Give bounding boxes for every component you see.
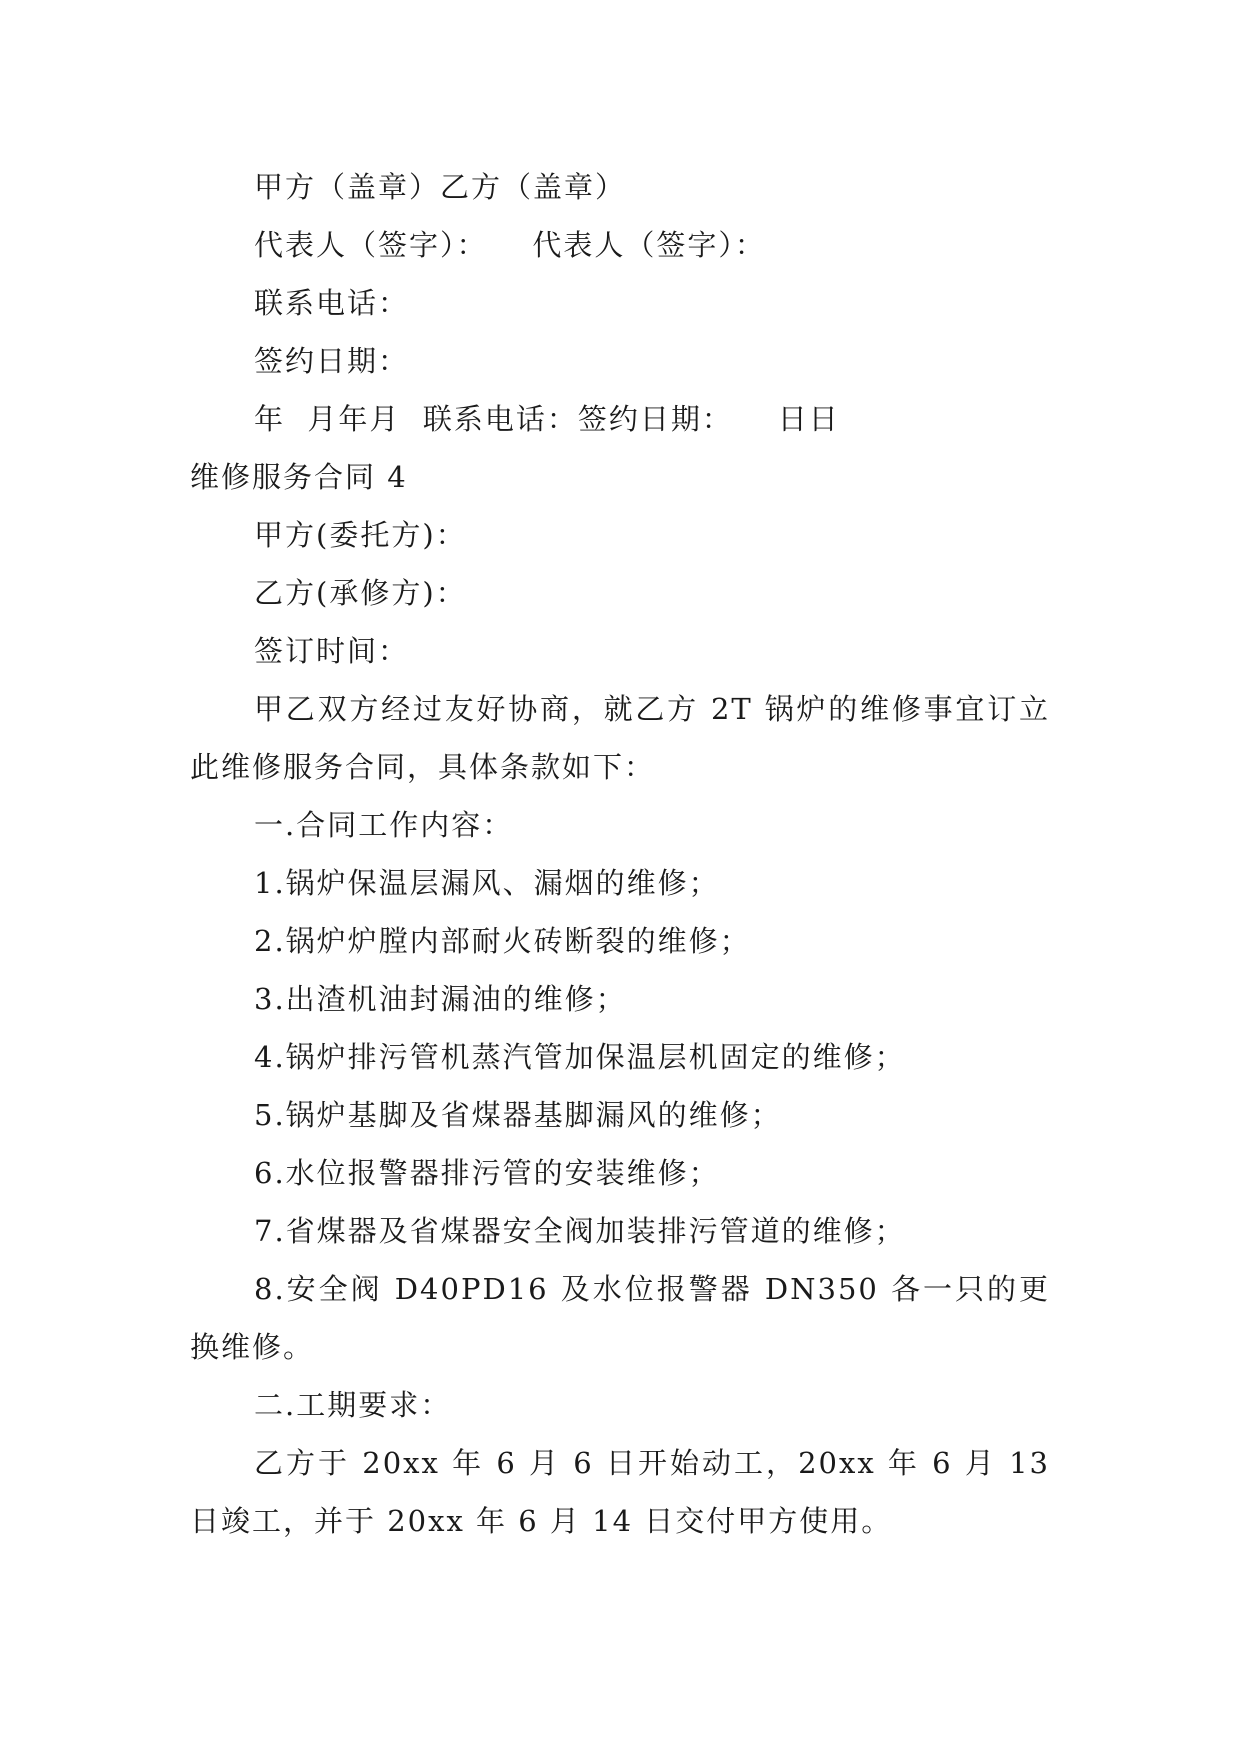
contract-title: 维修服务合同 4	[190, 460, 408, 494]
combined-date-line: 年 月年月 联系电话：签约日期： 日日	[254, 402, 840, 436]
list-item: 3.出渣机油封漏油的维修；	[254, 982, 627, 1016]
section1-heading: 一.合同工作内容：	[254, 808, 514, 842]
party-a-field: 甲方(委托方)：	[254, 518, 467, 552]
schedule-paragraph: 乙方于 20xx 年 6 月 6 日开始动工，20xx 年 6 月 13 日竣工，并于 20xx 年 6 月 14 日交付甲方使用。	[190, 1446, 1050, 1538]
list-item: 5.锅炉基脚及省煤器基脚漏风的维修；	[254, 1098, 782, 1132]
party-stamp-line: 甲方（盖章）乙方（盖章）	[254, 170, 627, 204]
list-item: 4.锅炉排污管机蒸汽管加保温层机固定的维修；	[254, 1040, 906, 1074]
sign-date-line: 签约日期：	[254, 344, 410, 378]
list-item: 2.锅炉炉膛内部耐火砖断裂的维修；	[254, 924, 751, 958]
section2-heading: 二.工期要求：	[254, 1388, 452, 1422]
party-b-field: 乙方(承修方)：	[254, 576, 467, 610]
sign-time-field: 签订时间：	[254, 634, 410, 668]
document-body	[190, 158, 1050, 1550]
phone-line: 联系电话：	[254, 286, 410, 320]
intro-paragraph: 甲乙双方经过友好协商，就乙方 2T 锅炉的维修事宜订立此维修服务合同，具体条款如下：	[190, 692, 1050, 784]
list-item: 1.锅炉保温层漏风、漏烟的维修；	[254, 866, 720, 900]
list-item: 7.省煤器及省煤器安全阀加装排污管道的维修；	[254, 1214, 906, 1248]
list-item: 6.水位报警器排污管的安装维修；	[254, 1156, 720, 1190]
representatives-line: 代表人（签字）： 代表人（签字）：	[254, 228, 766, 262]
list-item: 8.安全阀 D40PD16 及水位报警器 DN350 各一只的更换维修。	[190, 1272, 1050, 1364]
